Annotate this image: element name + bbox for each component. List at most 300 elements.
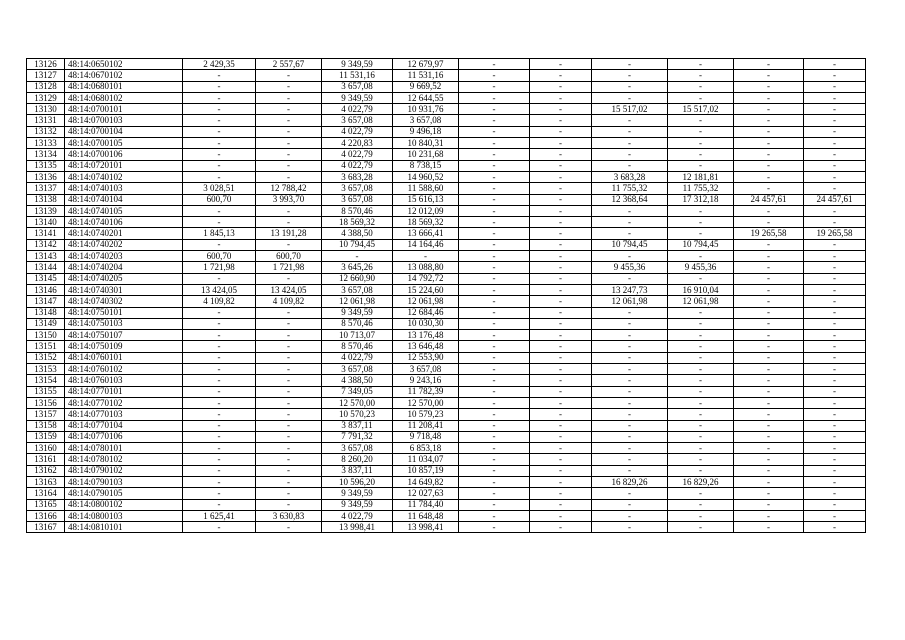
cell-value-1: - <box>183 409 256 420</box>
cell-value-6: - <box>530 228 592 239</box>
cell-value-2: - <box>256 307 322 318</box>
cell-value-1: - <box>183 217 256 228</box>
cell-cadastral-number: 48:14:0770102 <box>65 397 183 408</box>
cell-value-4: 11 648,48 <box>393 510 459 521</box>
cell-value-7: - <box>592 205 668 216</box>
cell-value-9: - <box>734 217 804 228</box>
cell-value-10: - <box>804 465 866 476</box>
cell-value-5: - <box>459 499 530 510</box>
cell-value-5: - <box>459 149 530 160</box>
cell-value-1: 1 625,41 <box>183 510 256 521</box>
table-row <box>27 454 866 465</box>
cell-value-9: - <box>734 420 804 431</box>
cell-value-8: - <box>668 409 734 420</box>
cell-value-1: - <box>183 81 256 92</box>
cell-row-number: 13132 <box>27 126 65 137</box>
cell-value-5: - <box>459 251 530 262</box>
cell-cadastral-number: 48:14:0780101 <box>65 443 183 454</box>
table-row <box>27 126 866 137</box>
cell-value-9: 24 457,61 <box>734 194 804 205</box>
cell-value-9: - <box>734 522 804 533</box>
cell-value-3: 3 657,08 <box>322 443 393 454</box>
cell-value-10: - <box>804 115 866 126</box>
cell-value-6: - <box>530 454 592 465</box>
cell-value-8: - <box>668 341 734 352</box>
cell-cadastral-number: 48:14:0740201 <box>65 228 183 239</box>
cell-value-9: - <box>734 465 804 476</box>
table-row <box>27 284 866 295</box>
cell-value-4: 10 857,19 <box>393 465 459 476</box>
cell-value-10: - <box>804 239 866 250</box>
cell-value-6: - <box>530 183 592 194</box>
cell-cadastral-number: 48:14:0700104 <box>65 126 183 137</box>
cell-cadastral-number: 48:14:0740106 <box>65 217 183 228</box>
cell-value-9: - <box>734 284 804 295</box>
cell-value-7: 3 683,28 <box>592 171 668 182</box>
cell-value-4: 13 998,41 <box>393 522 459 533</box>
cell-value-2: - <box>256 465 322 476</box>
cell-value-3: - <box>322 251 393 262</box>
cell-value-4: 18 569,32 <box>393 217 459 228</box>
cell-value-4: 10 931,76 <box>393 104 459 115</box>
cell-value-2: - <box>256 70 322 81</box>
cell-row-number: 13158 <box>27 420 65 431</box>
cell-value-5: - <box>459 318 530 329</box>
cell-value-5: - <box>459 205 530 216</box>
cell-value-4: 13 646,48 <box>393 341 459 352</box>
cell-value-4: 15 616,13 <box>393 194 459 205</box>
cell-row-number: 13152 <box>27 352 65 363</box>
cell-value-7: - <box>592 341 668 352</box>
cell-value-10: - <box>804 476 866 487</box>
cell-value-10: - <box>804 397 866 408</box>
cell-value-8: - <box>668 318 734 329</box>
table-row <box>27 465 866 476</box>
cell-row-number: 13134 <box>27 149 65 160</box>
cell-value-7: 16 829,26 <box>592 476 668 487</box>
cell-cadastral-number: 48:14:0790105 <box>65 488 183 499</box>
cell-row-number: 13161 <box>27 454 65 465</box>
table-row <box>27 397 866 408</box>
cell-value-9: - <box>734 104 804 115</box>
cell-value-4: 9 669,52 <box>393 81 459 92</box>
cell-value-10: - <box>804 171 866 182</box>
cell-value-5: - <box>459 104 530 115</box>
cell-value-8: - <box>668 273 734 284</box>
cell-value-8: 12 181,81 <box>668 171 734 182</box>
cell-value-1: - <box>183 273 256 284</box>
cell-value-8: - <box>668 431 734 442</box>
cell-value-4: 12 553,90 <box>393 352 459 363</box>
cell-value-7: - <box>592 443 668 454</box>
cell-value-6: - <box>530 284 592 295</box>
cell-row-number: 13155 <box>27 386 65 397</box>
cell-value-7: 12 368,64 <box>592 194 668 205</box>
cell-value-5: - <box>459 364 530 375</box>
cell-row-number: 13131 <box>27 115 65 126</box>
cell-value-10: - <box>804 488 866 499</box>
table-row <box>27 510 866 521</box>
cell-value-3: 10 596,20 <box>322 476 393 487</box>
cell-value-10: - <box>804 454 866 465</box>
cell-cadastral-number: 48:14:0800102 <box>65 499 183 510</box>
cell-value-4: 12 644,55 <box>393 92 459 103</box>
cell-value-6: - <box>530 262 592 273</box>
cell-value-8: - <box>668 386 734 397</box>
cell-value-3: 4 022,79 <box>322 352 393 363</box>
cell-value-6: - <box>530 499 592 510</box>
cell-value-9: - <box>734 262 804 273</box>
cell-cadastral-number: 48:14:0720101 <box>65 160 183 171</box>
cell-value-10: - <box>804 284 866 295</box>
cell-value-9: - <box>734 307 804 318</box>
cell-value-3: 9 349,59 <box>322 488 393 499</box>
cell-cadastral-number: 48:14:0800103 <box>65 510 183 521</box>
cell-value-1: 600,70 <box>183 251 256 262</box>
cell-value-1: - <box>183 138 256 149</box>
cell-value-1: - <box>183 149 256 160</box>
cell-value-2: - <box>256 92 322 103</box>
table-row <box>27 420 866 431</box>
cell-cadastral-number: 48:14:0750103 <box>65 318 183 329</box>
cell-value-5: - <box>459 386 530 397</box>
cell-value-2: - <box>256 115 322 126</box>
cell-value-9: - <box>734 443 804 454</box>
table-row <box>27 296 866 307</box>
cell-value-2: - <box>256 375 322 386</box>
cell-value-4: 13 666,41 <box>393 228 459 239</box>
cell-value-6: - <box>530 296 592 307</box>
cell-value-10: - <box>804 443 866 454</box>
table-row <box>27 228 866 239</box>
cell-row-number: 13166 <box>27 510 65 521</box>
cell-value-8: - <box>668 115 734 126</box>
cell-value-4: 14 960,52 <box>393 171 459 182</box>
cell-value-8: - <box>668 465 734 476</box>
cell-row-number: 13146 <box>27 284 65 295</box>
cell-value-2: - <box>256 104 322 115</box>
cell-value-5: - <box>459 409 530 420</box>
cell-value-1: - <box>183 443 256 454</box>
cell-value-7: - <box>592 465 668 476</box>
cell-value-7: - <box>592 115 668 126</box>
cell-value-2: - <box>256 239 322 250</box>
cell-value-10: - <box>804 59 866 70</box>
cell-row-number: 13159 <box>27 431 65 442</box>
table-row <box>27 59 866 70</box>
cell-value-10: - <box>804 183 866 194</box>
cell-value-1: 4 109,82 <box>183 296 256 307</box>
cell-value-2: - <box>256 476 322 487</box>
cell-value-5: - <box>459 273 530 284</box>
cell-value-5: - <box>459 160 530 171</box>
cell-value-3: 4 220,83 <box>322 138 393 149</box>
cell-value-7: - <box>592 431 668 442</box>
cell-value-9: - <box>734 341 804 352</box>
cell-value-2: - <box>256 149 322 160</box>
cell-value-2: - <box>256 171 322 182</box>
cell-value-4: 9 496,18 <box>393 126 459 137</box>
cell-value-6: - <box>530 420 592 431</box>
table-row <box>27 375 866 386</box>
cell-value-3: 9 349,59 <box>322 499 393 510</box>
cell-value-6: - <box>530 138 592 149</box>
cell-value-7: - <box>592 251 668 262</box>
cell-value-3: 4 022,79 <box>322 160 393 171</box>
cell-value-1: - <box>183 205 256 216</box>
cell-value-9: 19 265,58 <box>734 228 804 239</box>
cell-value-8: - <box>668 126 734 137</box>
cell-value-3: 4 022,79 <box>322 510 393 521</box>
table-row <box>27 138 866 149</box>
cell-value-3: 9 349,59 <box>322 92 393 103</box>
cell-value-8: - <box>668 70 734 81</box>
cell-value-7: - <box>592 522 668 533</box>
cell-cadastral-number: 48:14:0760101 <box>65 352 183 363</box>
cell-row-number: 13157 <box>27 409 65 420</box>
cell-value-4: 9 243,16 <box>393 375 459 386</box>
cell-value-3: 18 569,32 <box>322 217 393 228</box>
cell-value-8: - <box>668 138 734 149</box>
cell-cadastral-number: 48:14:0740102 <box>65 171 183 182</box>
cell-value-8: 17 312,18 <box>668 194 734 205</box>
cell-value-5: - <box>459 194 530 205</box>
cell-row-number: 13128 <box>27 81 65 92</box>
cell-cadastral-number: 48:14:0680102 <box>65 92 183 103</box>
cell-value-9: - <box>734 397 804 408</box>
cell-value-9: - <box>734 330 804 341</box>
cell-value-1: - <box>183 104 256 115</box>
table-row <box>27 307 866 318</box>
cell-value-2: - <box>256 160 322 171</box>
cell-value-10: 19 265,58 <box>804 228 866 239</box>
cell-value-10: - <box>804 364 866 375</box>
table-row <box>27 341 866 352</box>
cell-value-6: - <box>530 386 592 397</box>
cell-value-10: 24 457,61 <box>804 194 866 205</box>
cell-value-2: - <box>256 205 322 216</box>
cell-cadastral-number: 48:14:0770101 <box>65 386 183 397</box>
cell-value-2: - <box>256 386 322 397</box>
table-row <box>27 239 866 250</box>
cell-value-9: - <box>734 454 804 465</box>
cell-value-2: - <box>256 81 322 92</box>
cell-value-8: - <box>668 160 734 171</box>
cell-row-number: 13140 <box>27 217 65 228</box>
cell-value-7: - <box>592 70 668 81</box>
cell-value-9: - <box>734 92 804 103</box>
cell-value-3: 10 713,07 <box>322 330 393 341</box>
cell-row-number: 13163 <box>27 476 65 487</box>
cell-value-2: - <box>256 126 322 137</box>
cell-value-10: - <box>804 160 866 171</box>
cell-value-2: 4 109,82 <box>256 296 322 307</box>
cell-cadastral-number: 48:14:0700101 <box>65 104 183 115</box>
cell-value-3: 3 657,08 <box>322 81 393 92</box>
cell-value-2: - <box>256 454 322 465</box>
cell-row-number: 13160 <box>27 443 65 454</box>
cell-value-6: - <box>530 81 592 92</box>
table-body <box>27 59 866 533</box>
cell-value-10: - <box>804 273 866 284</box>
cell-value-7: - <box>592 409 668 420</box>
cell-value-9: - <box>734 364 804 375</box>
cell-value-9: - <box>734 318 804 329</box>
cell-value-4: 12 061,98 <box>393 296 459 307</box>
cell-value-9: - <box>734 138 804 149</box>
cell-value-9: - <box>734 81 804 92</box>
cell-value-6: - <box>530 160 592 171</box>
cell-row-number: 13127 <box>27 70 65 81</box>
table-row <box>27 476 866 487</box>
cell-value-4: 14 164,46 <box>393 239 459 250</box>
cell-value-4: 11 208,41 <box>393 420 459 431</box>
cell-value-8: - <box>668 330 734 341</box>
cell-value-2: - <box>256 409 322 420</box>
cell-value-2: - <box>256 318 322 329</box>
cell-value-9: - <box>734 251 804 262</box>
cell-value-3: 3 683,28 <box>322 171 393 182</box>
cell-cadastral-number: 48:14:0680101 <box>65 81 183 92</box>
cell-value-7: - <box>592 160 668 171</box>
cell-value-7: 11 755,32 <box>592 183 668 194</box>
cell-value-3: 4 022,79 <box>322 104 393 115</box>
cell-cadastral-number: 48:14:0670102 <box>65 70 183 81</box>
cell-value-8: - <box>668 499 734 510</box>
cell-value-8: - <box>668 217 734 228</box>
cell-value-3: 3 657,08 <box>322 364 393 375</box>
cell-value-9: - <box>734 126 804 137</box>
cell-value-9: - <box>734 149 804 160</box>
cell-value-7: - <box>592 330 668 341</box>
cell-value-8: - <box>668 488 734 499</box>
cell-value-8: 9 455,36 <box>668 262 734 273</box>
cell-value-1: - <box>183 341 256 352</box>
cell-value-5: - <box>459 217 530 228</box>
cell-value-4: 14 792,72 <box>393 273 459 284</box>
cell-value-1: - <box>183 92 256 103</box>
cell-row-number: 13162 <box>27 465 65 476</box>
cell-value-7: 10 794,45 <box>592 239 668 250</box>
cell-value-4: 12 012,09 <box>393 205 459 216</box>
cell-value-1: - <box>183 160 256 171</box>
cell-value-6: - <box>530 375 592 386</box>
table-row <box>27 409 866 420</box>
cell-value-6: - <box>530 465 592 476</box>
cell-value-3: 8 260,20 <box>322 454 393 465</box>
cell-value-5: - <box>459 443 530 454</box>
cell-value-6: - <box>530 352 592 363</box>
cell-cadastral-number: 48:14:0740301 <box>65 284 183 295</box>
cell-value-7: 15 517,02 <box>592 104 668 115</box>
cell-cadastral-number: 48:14:0760102 <box>65 364 183 375</box>
cell-value-7: - <box>592 488 668 499</box>
table-row <box>27 115 866 126</box>
cell-value-7: - <box>592 92 668 103</box>
cell-cadastral-number: 48:14:0740105 <box>65 205 183 216</box>
cell-value-7: - <box>592 228 668 239</box>
cell-cadastral-number: 48:14:0790103 <box>65 476 183 487</box>
cell-value-7: - <box>592 273 668 284</box>
cell-value-5: - <box>459 115 530 126</box>
cell-value-10: - <box>804 70 866 81</box>
cell-value-6: - <box>530 488 592 499</box>
cell-value-5: - <box>459 183 530 194</box>
cell-cadastral-number: 48:14:0750109 <box>65 341 183 352</box>
cell-value-8: - <box>668 149 734 160</box>
cell-cadastral-number: 48:14:0770104 <box>65 420 183 431</box>
cell-value-9: - <box>734 59 804 70</box>
cell-value-1: - <box>183 115 256 126</box>
cell-row-number: 13156 <box>27 397 65 408</box>
cell-value-7: 13 247,73 <box>592 284 668 295</box>
cell-cadastral-number: 48:14:0790102 <box>65 465 183 476</box>
cell-value-2: - <box>256 431 322 442</box>
table-row <box>27 431 866 442</box>
cell-value-6: - <box>530 341 592 352</box>
cell-row-number: 13136 <box>27 171 65 182</box>
table-row <box>27 251 866 262</box>
cell-value-5: - <box>459 171 530 182</box>
cell-value-6: - <box>530 239 592 250</box>
cell-value-1: - <box>183 488 256 499</box>
table-row <box>27 488 866 499</box>
cell-value-2: 13 191,28 <box>256 228 322 239</box>
cell-value-5: - <box>459 81 530 92</box>
cell-value-4: 13 176,48 <box>393 330 459 341</box>
table-row <box>27 522 866 533</box>
table-row <box>27 273 866 284</box>
cell-value-2: - <box>256 420 322 431</box>
table-row <box>27 386 866 397</box>
cell-value-8: - <box>668 364 734 375</box>
table-row <box>27 217 866 228</box>
cell-value-7: - <box>592 420 668 431</box>
cell-value-3: 9 349,59 <box>322 307 393 318</box>
cell-value-6: - <box>530 510 592 521</box>
cell-value-6: - <box>530 330 592 341</box>
cell-value-9: - <box>734 273 804 284</box>
cell-row-number: 13139 <box>27 205 65 216</box>
cell-row-number: 13164 <box>27 488 65 499</box>
cell-value-6: - <box>530 443 592 454</box>
table-row <box>27 352 866 363</box>
cell-row-number: 13144 <box>27 262 65 273</box>
cell-cadastral-number: 48:14:0650102 <box>65 59 183 70</box>
table-row <box>27 70 866 81</box>
cell-value-9: - <box>734 352 804 363</box>
cell-value-3: 3 837,11 <box>322 420 393 431</box>
cell-row-number: 13142 <box>27 239 65 250</box>
cell-value-10: - <box>804 318 866 329</box>
cell-value-5: - <box>459 488 530 499</box>
cell-value-1: 1 721,98 <box>183 262 256 273</box>
cell-value-3: 9 349,59 <box>322 59 393 70</box>
cell-value-5: - <box>459 296 530 307</box>
cell-value-4: 11 034,07 <box>393 454 459 465</box>
table-row <box>27 92 866 103</box>
cell-value-9: - <box>734 431 804 442</box>
cell-cadastral-number: 48:14:0740203 <box>65 251 183 262</box>
table-row <box>27 330 866 341</box>
cell-value-1: - <box>183 330 256 341</box>
cell-value-10: - <box>804 510 866 521</box>
cell-value-8: - <box>668 397 734 408</box>
cell-row-number: 13167 <box>27 522 65 533</box>
cell-row-number: 13147 <box>27 296 65 307</box>
cell-value-10: - <box>804 138 866 149</box>
cell-value-6: - <box>530 476 592 487</box>
